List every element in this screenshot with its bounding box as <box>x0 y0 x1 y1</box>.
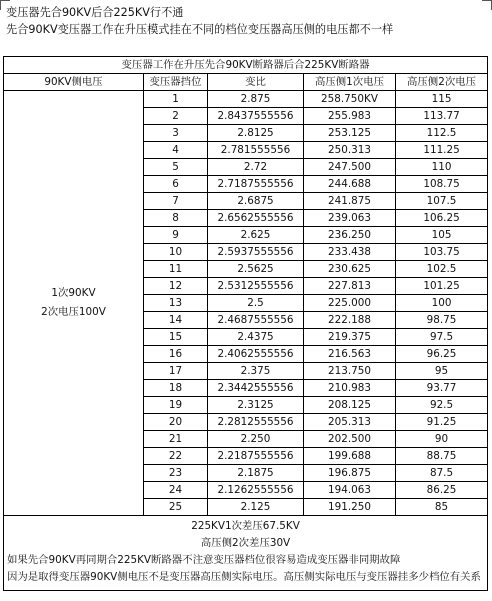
ratio-cell: 2.1262555556 <box>208 482 304 499</box>
hv-primary-cell: 219.375 <box>304 329 396 346</box>
hv-primary-cell: 222.188 <box>304 312 396 329</box>
intro-line-1: 变压器先合90KV后合225KV行不通 <box>6 6 184 19</box>
tap-cell: 7 <box>144 193 208 210</box>
hv-secondary-cell: 105 <box>396 227 488 244</box>
hv-secondary-cell: 103.75 <box>396 244 488 261</box>
primary-voltage-label: 1次90KV <box>51 287 96 299</box>
ratio-cell: 2.1875 <box>208 465 304 482</box>
hv-secondary-cell: 90 <box>396 431 488 448</box>
hv-primary-cell: 253.125 <box>304 125 396 142</box>
hv-primary-cell: 191.250 <box>304 499 396 516</box>
hv-secondary-cell: 96.25 <box>396 346 488 363</box>
tap-cell: 16 <box>144 346 208 363</box>
ratio-cell: 2.2812555556 <box>208 414 304 431</box>
hv-secondary-cell: 101.25 <box>396 278 488 295</box>
hv-primary-cell: 205.313 <box>304 414 396 431</box>
hv-primary-cell: 227.813 <box>304 278 396 295</box>
hv-secondary-cell: 97.5 <box>396 329 488 346</box>
ratio-cell: 2.5937555556 <box>208 244 304 261</box>
table-body <box>4 57 488 591</box>
ratio-cell: 2.6875 <box>208 193 304 210</box>
tap-cell: 15 <box>144 329 208 346</box>
ratio-cell: 2.4687555556 <box>208 312 304 329</box>
hv-primary-cell: 255.983 <box>304 108 396 125</box>
tap-cell: 18 <box>144 380 208 397</box>
hv-primary-cell: 239.063 <box>304 210 396 227</box>
tap-cell: 5 <box>144 159 208 176</box>
notes-row <box>4 516 488 591</box>
hv-secondary-cell: 100 <box>396 295 488 312</box>
notes-cell <box>4 516 488 591</box>
column-header-row <box>4 74 488 91</box>
tap-cell: 9 <box>144 227 208 244</box>
tap-cell: 17 <box>144 363 208 380</box>
tap-cell: 14 <box>144 312 208 329</box>
tap-cell: 10 <box>144 244 208 261</box>
note-warning: 如果先合90KV再同期合225KV断路器不注意变压器档位很容易造成变压器非同期故障 <box>7 554 401 566</box>
hv-primary-cell: 225.000 <box>304 295 396 312</box>
ratio-cell: 2.6562555556 <box>208 210 304 227</box>
merged-voltage-label <box>4 91 144 516</box>
ratio-cell: 2.5 <box>208 295 304 312</box>
column-header-90kv-voltage: 90KV侧电压 <box>4 74 144 91</box>
hv-secondary-cell: 87.5 <box>396 465 488 482</box>
ratio-cell: 2.125 <box>208 499 304 516</box>
hv-primary-cell: 213.750 <box>304 363 396 380</box>
hv-primary-cell: 202.500 <box>304 431 396 448</box>
tap-cell: 24 <box>144 482 208 499</box>
ratio-cell: 2.8437555556 <box>208 108 304 125</box>
hv-primary-cell: 236.250 <box>304 227 396 244</box>
tap-cell: 1 <box>144 91 208 108</box>
hv-secondary-cell: 92.5 <box>396 397 488 414</box>
ratio-cell: 2.781555556 <box>208 142 304 159</box>
tap-cell: 4 <box>144 142 208 159</box>
hv-primary-cell: 233.438 <box>304 244 396 261</box>
hv-primary-cell: 250.313 <box>304 142 396 159</box>
ratio-cell: 2.375 <box>208 363 304 380</box>
hv-secondary-cell: 108.75 <box>396 176 488 193</box>
hv-primary-cell: 196.875 <box>304 465 396 482</box>
hv-primary-cell: 194.063 <box>304 482 396 499</box>
hv-primary-cell: 258.750KV <box>304 91 396 108</box>
ratio-cell: 2.4375 <box>208 329 304 346</box>
tap-cell: 22 <box>144 448 208 465</box>
tap-cell: 23 <box>144 465 208 482</box>
tap-cell: 3 <box>144 125 208 142</box>
ratio-cell: 2.3125 <box>208 397 304 414</box>
column-header-hv-primary: 高压侧1次电压 <box>304 74 396 91</box>
tap-cell: 25 <box>144 499 208 516</box>
ratio-cell: 2.7187555556 <box>208 176 304 193</box>
ratio-cell: 2.4062555556 <box>208 346 304 363</box>
secondary-voltage-label: 2次电压100V <box>41 306 106 318</box>
hv-secondary-cell: 113.77 <box>396 108 488 125</box>
hv-secondary-cell: 88.75 <box>396 448 488 465</box>
ratio-cell: 2.625 <box>208 227 304 244</box>
tap-cell: 21 <box>144 431 208 448</box>
table-title-row <box>4 57 488 74</box>
hv-secondary-cell: 93.77 <box>396 380 488 397</box>
hv-secondary-cell: 95 <box>396 363 488 380</box>
tap-voltage-table <box>3 56 488 591</box>
hv-primary-cell: 216.563 <box>304 346 396 363</box>
hv-primary-cell: 244.688 <box>304 176 396 193</box>
hv-secondary-cell: 112.5 <box>396 125 488 142</box>
hv-secondary-cell: 102.5 <box>396 261 488 278</box>
tap-cell: 11 <box>144 261 208 278</box>
ratio-cell: 2.5625 <box>208 261 304 278</box>
table-title: 变压器工作在升压先合90KV断路器后合225KV断路器 <box>4 57 488 74</box>
hv-secondary-cell: 85 <box>396 499 488 516</box>
hv-secondary-cell: 98.75 <box>396 312 488 329</box>
intro-line-2: 先合90KV变压器工作在升压模式挂在不同的档位变压器高压侧的电压都不一样 <box>6 23 394 36</box>
ratio-cell: 2.875 <box>208 91 304 108</box>
hv-primary-cell: 230.625 <box>304 261 396 278</box>
hv-primary-cell: 241.875 <box>304 193 396 210</box>
tap-cell: 6 <box>144 176 208 193</box>
note-secondary-difference: 高压侧2次差压30V <box>200 537 291 549</box>
tap-cell: 20 <box>144 414 208 431</box>
hv-secondary-cell: 107.5 <box>396 193 488 210</box>
hv-secondary-cell: 111.25 <box>396 142 488 159</box>
column-header-hv-secondary: 高压侧2次电压 <box>396 74 488 91</box>
note-primary-difference: 225KV1次差压67.5KV <box>191 520 300 532</box>
hv-primary-cell: 210.983 <box>304 380 396 397</box>
ratio-cell: 2.3442555556 <box>208 380 304 397</box>
hv-primary-cell: 199.688 <box>304 448 396 465</box>
tap-cell: 12 <box>144 278 208 295</box>
hv-secondary-cell: 91.25 <box>396 414 488 431</box>
tap-cell: 13 <box>144 295 208 312</box>
hv-secondary-cell: 110 <box>396 159 488 176</box>
ratio-cell: 2.5312555556 <box>208 278 304 295</box>
ratio-cell: 2.2187555556 <box>208 448 304 465</box>
tap-cell: 8 <box>144 210 208 227</box>
hv-secondary-cell: 115 <box>396 91 488 108</box>
intro-text <box>6 4 393 38</box>
hv-secondary-cell: 86.25 <box>396 482 488 499</box>
ratio-cell: 2.250 <box>208 431 304 448</box>
ratio-cell: 2.8125 <box>208 125 304 142</box>
column-header-ratio: 变比 <box>208 74 304 91</box>
hv-primary-cell: 208.125 <box>304 397 396 414</box>
ratio-cell: 2.72 <box>208 159 304 176</box>
tap-cell: 2 <box>144 108 208 125</box>
hv-primary-cell: 247.500 <box>304 159 396 176</box>
note-explanation: 因为是取得变压器90KV侧电压不是变压器高压侧实际电压。高压侧实际电压与变压器挂多少档位有关系 <box>7 571 481 583</box>
hv-secondary-cell: 106.25 <box>396 210 488 227</box>
table-row <box>4 91 488 108</box>
corner-mark-right <box>482 0 492 10</box>
column-header-tap-position: 变压器挡位 <box>144 74 208 91</box>
tap-cell: 19 <box>144 397 208 414</box>
